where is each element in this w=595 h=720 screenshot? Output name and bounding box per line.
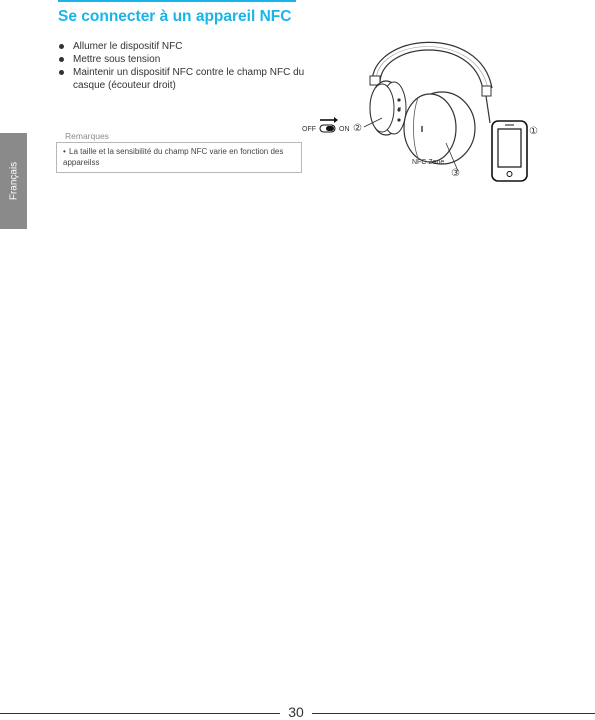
callout-number: ①	[529, 126, 538, 137]
footer-rule-left	[0, 713, 280, 714]
bullet-icon	[59, 44, 64, 49]
step-item	[58, 66, 308, 92]
step-text: Maintenir un dispositif NFC contre le champ NFC du casque (écouteur droit)	[73, 67, 305, 91]
remark-bullet: •	[63, 147, 66, 156]
page-number: 30	[288, 704, 304, 720]
language-tab-label: Français	[8, 161, 19, 201]
bullet-icon	[59, 57, 64, 62]
remark-text: La taille et la sensibilité du champ NFC varie en fonction des appareilss	[63, 147, 284, 167]
step-text: Allumer le dispositif NFC	[73, 41, 183, 52]
switch-on-label: ON	[339, 126, 350, 133]
title-accent-rule	[58, 0, 296, 2]
footer-rule-right	[312, 713, 595, 714]
switch-off-label: OFF	[302, 126, 316, 133]
nfc-zone-label: NFC Zone	[412, 159, 445, 166]
remarks-box	[56, 142, 302, 173]
section-title: Se connecter à un appareil NFC	[58, 8, 292, 25]
language-tab	[0, 133, 27, 229]
bullet-icon	[59, 70, 64, 75]
callout-number: ②	[353, 123, 362, 134]
nfc-illustration	[300, 28, 545, 188]
step-item	[58, 40, 308, 53]
step-text: Mettre sous tension	[73, 54, 161, 65]
arrow-right-icon	[334, 117, 338, 123]
step-item	[58, 53, 308, 66]
callout-number: ③	[451, 168, 460, 179]
remarks-label: Remarques	[65, 131, 109, 141]
steps-list	[58, 40, 308, 92]
